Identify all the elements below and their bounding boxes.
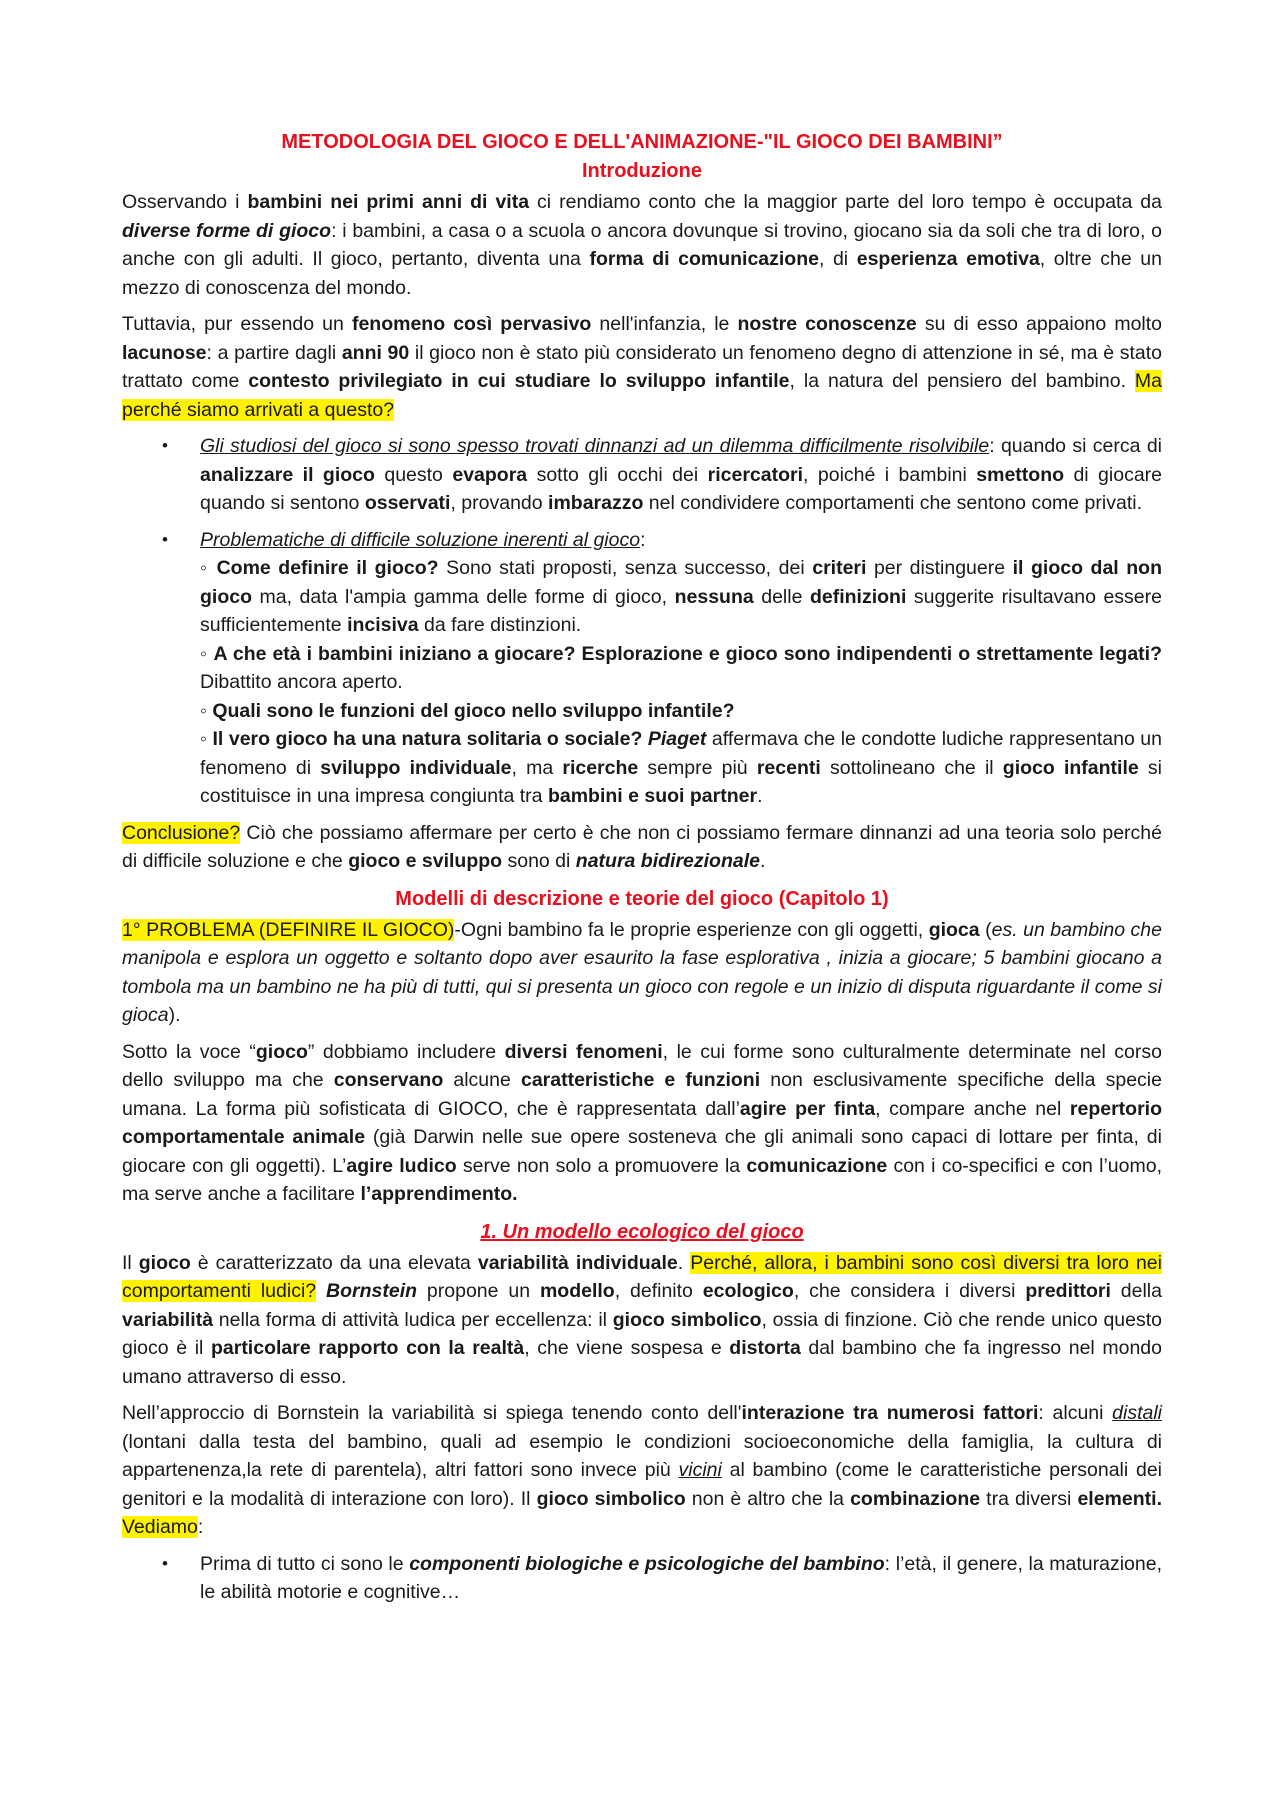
text-run: sotto gli occhi dei: [527, 463, 708, 486]
text-run: della: [1110, 1280, 1162, 1302]
text-run: agire ludico: [346, 1154, 457, 1177]
text-run: , oltre che un mezzo di conoscenza del mondo.: [122, 248, 1162, 299]
text-run: su di esso appaiono molto: [916, 313, 1163, 335]
text-run: definizioni: [809, 585, 907, 608]
text-run: , poiché i bambini: [803, 463, 977, 486]
text-run: osservati: [364, 492, 451, 514]
text-run: gioco simbolico: [612, 1308, 762, 1331]
text-run: gioco: [138, 1251, 191, 1274]
text-run: natura bidirezionale: [575, 850, 760, 872]
text-run: contesto privilegiato in cui studiare lo sviluppo infantile: [248, 370, 790, 392]
text-run: l’apprendimento.: [360, 1183, 518, 1205]
list-item-heading: [200, 526, 1162, 555]
text-run: Osservando i: [122, 191, 248, 213]
text-run: Piaget: [647, 728, 707, 750]
text-run: suggerite risultavano essere sufficientemente: [200, 585, 1162, 636]
text-run: sono di: [502, 850, 576, 872]
text-run: gioco infantile: [1002, 756, 1139, 779]
list-item: [122, 1550, 1162, 1607]
text-run: nell'infanzia, le: [591, 313, 738, 335]
text-run: , ma: [511, 756, 563, 779]
text-run: : a partire dagli: [206, 341, 342, 364]
text-run: da fare distinzioni.: [418, 614, 582, 636]
text-run: interazione tra numerosi fattori: [741, 1402, 1039, 1424]
text-run: , di: [818, 248, 857, 270]
text-run: ◦: [200, 642, 214, 665]
text-run: recenti: [756, 756, 821, 779]
text-run: ◦: [200, 728, 213, 750]
text-run: esperienza emotiva: [856, 248, 1040, 270]
intro-heading: Introduzione: [582, 160, 702, 182]
text-run: repertorio comportamentale animale: [122, 1097, 1162, 1148]
text-run: forma di comunicazione: [589, 248, 819, 270]
paragraph-problem-1: [122, 916, 1162, 1030]
text-run: sottolineano che il: [820, 756, 1003, 779]
bullet-icon: •: [162, 529, 168, 549]
sub-question-nature: [200, 725, 1162, 811]
text-run: , che considera i diversi: [793, 1280, 1026, 1302]
text-run: , le cui forme sono culturalmente determinate nel corso dello sviluppo ma che: [122, 1040, 1162, 1091]
text-run: è caratterizzato da una elevata: [190, 1251, 478, 1274]
text-run: al bambino (come le caratteristiche personali dei genitori e la modalità di interazione con loro). Il: [122, 1459, 1162, 1510]
components-list: [122, 1550, 1162, 1607]
text-run: Il vero gioco ha una natura solitaria o sociale?: [212, 728, 643, 750]
text-run: modello: [539, 1280, 615, 1302]
text-run: affermava che le condotte ludiche rappresentano un fenomeno di: [200, 728, 1162, 779]
text-run: questo: [374, 463, 453, 486]
bullet-icon: •: [162, 1553, 168, 1573]
text-run: Dibattito ancora aperto.: [200, 671, 403, 693]
text-run: ).: [168, 1004, 181, 1026]
text-run: Perché, allora, i bambini sono così diversi tra loro nei comportamenti ludici?: [122, 1251, 1162, 1302]
text-run: caratteristiche e funzioni: [520, 1069, 761, 1091]
text-run: comunicazione: [746, 1154, 888, 1177]
text-run: distali: [1112, 1402, 1163, 1424]
paragraph-intro-2: [122, 310, 1162, 424]
text-run: tra diversi: [980, 1487, 1078, 1510]
text-run: ◦: [200, 557, 217, 579]
text-run: Ciò che possiamo affermare per certo è che non ci possiamo fermare dinnanzi ad una teoria solo perché di difficile soluzione e che: [122, 821, 1162, 872]
text-run: nella forma di attività ludica per eccellenza: il: [213, 1308, 613, 1331]
text-run: nostre conoscenze: [737, 313, 917, 335]
text-run: alcune: [443, 1069, 521, 1091]
text-run: .: [677, 1251, 691, 1274]
document-title: METODOLOGIA DEL GIOCO E DELL'ANIMAZIONE-"IL GIOCO DEI BAMBINI”: [281, 131, 1003, 153]
text-run: non esclusivamente specifiche della specie umana. La forma più sofisticata di GIOCO, che è rappresentata dall’: [122, 1069, 1162, 1120]
sub-question-functions: [200, 697, 1162, 726]
text-run: distorta: [729, 1337, 801, 1359]
text-run: .: [757, 785, 763, 807]
text-run: diverse forme di gioco: [122, 219, 332, 242]
text-run: variabilità: [122, 1308, 214, 1331]
text-run: [316, 1280, 326, 1302]
sub-question-age: [200, 640, 1162, 697]
paragraph-variability: [122, 1249, 1162, 1392]
text-run: il gioco non è stato più considerato un fenomeno degno di attenzione in sé, ma è stato trattato come: [122, 341, 1163, 392]
text-run: : alcuni: [1038, 1402, 1113, 1424]
text-run: il gioco dal non gioco: [200, 557, 1162, 608]
text-run: Bornstein: [326, 1280, 418, 1302]
text-run: , che viene sospesa e: [524, 1337, 730, 1359]
text-run: Conclusione?: [122, 821, 241, 844]
paragraph-intro-1: [122, 188, 1162, 302]
text-run: agire per finta: [739, 1097, 876, 1120]
text-run: sviluppo individuale: [320, 756, 512, 779]
paragraph-play-phenomena: [122, 1038, 1162, 1209]
text-run: lacunose: [122, 341, 207, 364]
text-run: Ma perché siamo arrivati a questo?: [122, 370, 1162, 421]
text-run: predittori: [1025, 1280, 1111, 1302]
text-run: ricercatori: [707, 463, 804, 486]
text-run: gioco simbolico: [536, 1487, 686, 1510]
text-run: fenomeno così pervasivo: [351, 313, 592, 335]
text-run: : i bambini, a casa o a scuola o ancora dovunque si trovino, giocano sia da soli che tra di loro, o anche con gli adulti. Il gioco, pertanto, diventa una: [122, 219, 1162, 270]
text-run: bambini nei primi anni di vita: [247, 191, 530, 213]
text-run: (: [979, 918, 992, 941]
text-run: per distinguere: [866, 557, 1013, 579]
text-run: -Ogni bambino fa le proprie esperienze con gli oggetti,: [454, 918, 929, 941]
text-run: variabilità individuale: [477, 1251, 678, 1274]
text-run: bambini e suoi partner: [547, 785, 758, 807]
text-run: , provando: [450, 492, 549, 514]
text-run: conservano: [333, 1069, 444, 1091]
text-run: 1° PROBLEMA (DEFINIRE IL GIOCO): [122, 918, 455, 941]
text-run: incisiva: [347, 614, 419, 636]
text-run: es. un bambino che manipola e esplora un oggetto e soltanto dopo aver esaurito la fase esplorativa , inizia a giocare; 5 bambini giocano a tombola ma un bambino ne ha più di tutti, qui si presenta un gioco con regole e un inizio di disputa riguardante il come si gioca: [122, 918, 1162, 1026]
text-run: propone un: [417, 1280, 540, 1302]
text-run: , la natura del pensiero del bambino.: [789, 370, 1135, 392]
text-run: gioco e sviluppo: [348, 850, 503, 872]
text-run: (già Darwin nelle sue opere sosteneva che gli animali sono capaci di lottare per finta, di giocare con gli oggetti). L’: [122, 1126, 1162, 1177]
text-run: :: [640, 528, 646, 551]
text-run: criteri: [812, 557, 867, 579]
text-run: Problematiche di difficile soluzione inerenti al gioco: [200, 528, 641, 551]
ecological-model-heading: 1. Un modello ecologico del gioco: [480, 1220, 804, 1243]
text-run: Quali sono le funzioni del gioco nello sviluppo infantile?: [212, 699, 735, 722]
text-run: delle: [753, 585, 810, 608]
text-run: gioca: [928, 918, 980, 941]
text-run: ◦: [200, 699, 213, 722]
text-run: anni 90: [341, 341, 410, 364]
text-run: Tuttavia, pur essendo un: [122, 313, 352, 335]
text-run: Prima di tutto ci sono le: [200, 1552, 410, 1575]
text-run: diversi fenomeni: [504, 1040, 663, 1063]
text-run: di giocare quando si sentono: [200, 463, 1163, 514]
text-run: dal bambino che fa ingresso nel mondo umano attraverso di esso.: [122, 1337, 1162, 1388]
paragraph-conclusion: [122, 819, 1162, 876]
problems-list: [122, 432, 1162, 811]
text-run: : l’età, il genere, la maturazione, le abilità motorie e cognitive…: [200, 1552, 1162, 1603]
text-run: : quando si cerca di: [989, 435, 1162, 457]
text-run: si costituisce in una impresa congiunta tra: [200, 756, 1162, 807]
list-item: [122, 526, 1162, 811]
text-run: :: [197, 1516, 204, 1538]
text-run: analizzare il gioco: [200, 463, 375, 486]
text-run: smettono: [976, 463, 1065, 486]
text-run: particolare rapporto con la realtà: [210, 1337, 525, 1359]
text-run: sempre più: [638, 756, 757, 779]
text-run: imbarazzo: [548, 492, 644, 514]
text-run: A che età i bambini iniziano a giocare? Esplorazione e gioco sono indipendenti o strettamente legati?: [213, 642, 1162, 665]
bullet-icon: •: [162, 436, 168, 455]
text-run: ricerche: [562, 756, 639, 779]
text-run: Gli studiosi del gioco si sono spesso trovati dinnanzi ad un dilemma difficilmente risolvibile: [200, 435, 990, 457]
list-item: [122, 432, 1162, 518]
list-item-text: [200, 1553, 1162, 1604]
text-run: .: [759, 850, 766, 872]
text-run: Sono stati proposti, senza successo, dei: [438, 557, 813, 579]
text-run: , compare anche nel: [875, 1097, 1070, 1120]
paragraph-bornstein: [122, 1399, 1162, 1542]
document-page: [122, 128, 1162, 1615]
text-run: combinazione: [850, 1487, 981, 1510]
text-run: Vediamo: [122, 1516, 198, 1538]
text-run: non è altro che la: [685, 1487, 851, 1510]
text-run: ci rendiamo conto che la maggior parte del loro tempo è occupata da: [529, 191, 1162, 213]
text-run: gioco: [255, 1040, 308, 1063]
text-run: componenti biologiche e psicologiche del bambino: [409, 1552, 885, 1575]
text-run: serve non solo a promuovere la: [456, 1154, 747, 1177]
text-run: , ossia di finzione. Ciò che rende unico questo gioco è il: [122, 1308, 1162, 1359]
text-run: ” dobbiamo includere: [307, 1040, 505, 1063]
text-run: elementi.: [1077, 1487, 1162, 1510]
text-run: ma, data l'ampia gamma delle forme di gioco,: [252, 585, 675, 608]
text-run: (lontani dalla testa del bambino, quali ad esempio le condizioni socioeconomiche della famiglia, la cultura di appartenenza,la rete di parentela), altri fattori sono invece più: [122, 1430, 1162, 1481]
text-run: nel condividere comportamenti che sentono come privati.: [643, 492, 1142, 514]
text-run: nessuna: [674, 585, 754, 608]
text-run: Sotto la voce “: [122, 1040, 256, 1063]
text-run: , definito: [614, 1280, 703, 1302]
models-heading: Modelli di descrizione e teorie del gioco (Capitolo 1): [395, 887, 889, 910]
text-run: con i co-specifici e con l’uomo, ma serve anche a facilitare: [122, 1154, 1162, 1205]
text-run: Come definire il gioco?: [216, 557, 439, 579]
sub-question-definition: [200, 554, 1162, 640]
text-run: Il: [122, 1251, 139, 1274]
list-item-text: [200, 435, 1162, 514]
text-run: Nell’approccio di Bornstein la variabilità si spiega tenendo conto dell': [122, 1402, 742, 1424]
text-run: ecologico: [702, 1280, 794, 1302]
text-run: vicini: [678, 1459, 722, 1481]
text-run: evapora: [452, 463, 528, 486]
